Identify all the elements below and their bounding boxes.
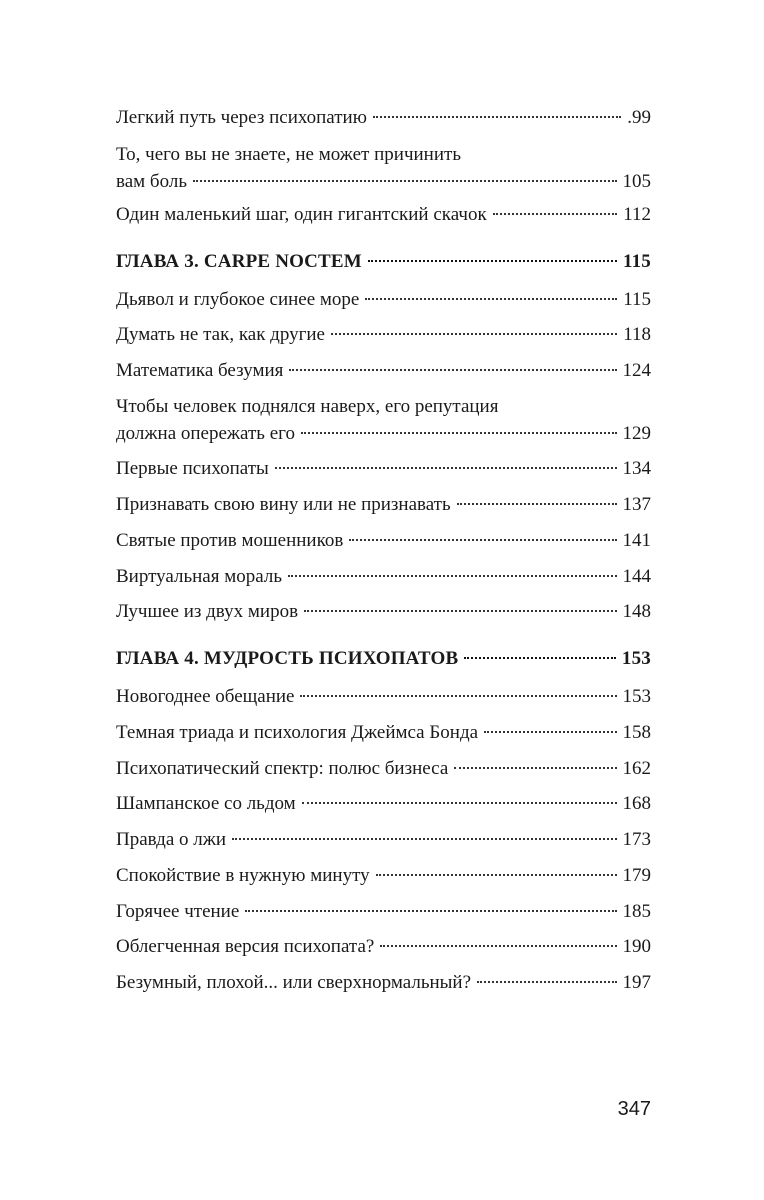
- toc-entry-title: Дьявол и глубокое синее море: [116, 289, 360, 310]
- dot-leader: [232, 838, 616, 840]
- toc-entry[interactable]: [116, 790, 651, 817]
- dot-leader: [493, 213, 618, 215]
- toc-entry-title: Новогоднее обещание: [116, 686, 295, 707]
- toc-entry-page: 153: [622, 686, 651, 707]
- toc-entry-title-line1: То, чего вы не знаете, не может причинить: [116, 144, 461, 165]
- dot-leader: [289, 369, 616, 371]
- toc-entry-title: Думать не так, как другие: [116, 324, 325, 345]
- dot-leader: [288, 575, 617, 577]
- toc-entry-title: Один маленький шаг, один гигантский скачок: [116, 204, 487, 225]
- toc-entry-page: 185: [622, 901, 651, 922]
- toc-entry-page: .99: [627, 107, 651, 128]
- toc-entry-page: 129: [622, 423, 651, 444]
- toc-entry-page: 124: [622, 360, 651, 381]
- dot-leader: [304, 610, 616, 612]
- toc-entry[interactable]: [116, 719, 651, 746]
- dot-leader: [193, 180, 617, 182]
- dot-leader: [365, 298, 617, 300]
- dot-leader: [368, 260, 617, 262]
- chapter-title: ГЛАВА 4. МУДРОСТЬ ПСИХОПАТОВ: [116, 648, 459, 669]
- dot-leader: [457, 503, 617, 505]
- dot-leader: [349, 539, 616, 541]
- toc-entry[interactable]: [116, 862, 651, 889]
- toc-entry-page: 158: [622, 722, 651, 743]
- toc-chapter-entry[interactable]: [116, 645, 651, 672]
- toc-entry-title: вам боль: [116, 171, 187, 192]
- toc-entry[interactable]: [116, 393, 651, 447]
- toc-entry-title: Виртуальная мораль: [116, 566, 282, 587]
- dot-leader: [373, 116, 621, 118]
- toc-entry[interactable]: [116, 201, 651, 228]
- toc-entry-page: 134: [622, 458, 651, 479]
- toc-entry-page: 197: [622, 972, 651, 993]
- toc-entry-title: Горячее чтение: [116, 901, 240, 922]
- toc-entry-title: Легкий путь через психопатию: [116, 107, 367, 128]
- toc-entry[interactable]: [116, 357, 651, 384]
- toc-entry-title: Правда о лжи: [116, 829, 227, 850]
- dot-leader: [484, 731, 616, 733]
- toc-entry-page: 162: [622, 758, 651, 779]
- toc-entry-page: 105: [622, 171, 651, 192]
- toc-entry[interactable]: [116, 826, 651, 853]
- toc-entry-title: Шампанское со льдом: [116, 793, 296, 814]
- toc-entry-title: Психопатический спектр: полюс бизнеса: [116, 758, 449, 779]
- chapter-page: 115: [622, 251, 651, 272]
- dot-leader: [302, 802, 617, 804]
- toc-entry-page: 141: [622, 530, 651, 551]
- toc-entry-page: 168: [622, 793, 651, 814]
- toc-entry[interactable]: [116, 491, 651, 518]
- toc-entry-title: Облегченная версия психопата?: [116, 936, 375, 957]
- toc-entry-title: Первые психопаты: [116, 458, 269, 479]
- dot-leader: [380, 945, 616, 947]
- toc-entry-title: должна опережать его: [116, 423, 295, 444]
- toc-entry-page: 148: [622, 601, 651, 622]
- toc-entry-title: Лучшее из двух миров: [116, 601, 299, 622]
- toc-entry[interactable]: [116, 141, 651, 195]
- toc-entry-page: 190: [622, 936, 651, 957]
- dot-leader: [301, 432, 617, 434]
- toc-entry-page: 115: [623, 289, 651, 310]
- dot-leader: [275, 467, 617, 469]
- toc-entry[interactable]: [116, 898, 651, 925]
- dot-leader: [477, 981, 616, 983]
- dot-leader: [454, 767, 616, 769]
- toc-entry-page: 144: [622, 566, 651, 587]
- toc-entry[interactable]: [116, 321, 651, 348]
- dot-leader: [300, 695, 616, 697]
- dot-leader: [331, 333, 617, 335]
- toc-entry-title-line1: Чтобы человек поднялся наверх, его репутация: [116, 396, 499, 417]
- toc-entry-title: Математика безумия: [116, 360, 284, 381]
- toc-entry[interactable]: [116, 598, 651, 625]
- toc-entry-title: Темная триада и психология Джеймса Бонда: [116, 722, 479, 743]
- toc-entry[interactable]: [116, 104, 651, 131]
- toc-entry[interactable]: [116, 755, 651, 782]
- toc-entry[interactable]: [116, 969, 651, 996]
- toc-entry[interactable]: [116, 527, 651, 554]
- toc-entry-page: 112: [623, 204, 651, 225]
- dot-leader: [245, 910, 616, 912]
- toc-entry[interactable]: [116, 455, 651, 482]
- page-number: 347: [617, 1098, 651, 1120]
- toc-entry-page: 118: [623, 324, 651, 345]
- toc-entry-page: 137: [622, 494, 651, 515]
- toc-entry-title: Безумный, плохой... или сверхнормальный?: [116, 972, 472, 993]
- toc-entry[interactable]: [116, 563, 651, 590]
- dot-leader: [376, 874, 617, 876]
- toc-entry[interactable]: [116, 286, 651, 313]
- toc-entry[interactable]: [116, 683, 651, 710]
- toc-entry-page: 173: [622, 829, 651, 850]
- toc-chapter-entry[interactable]: [116, 248, 651, 275]
- chapter-title: ГЛАВА 3. CARPE NOCTEM: [116, 251, 362, 272]
- chapter-page: 153: [621, 648, 651, 669]
- toc-entry-title: Спокойствие в нужную минуту: [116, 865, 370, 886]
- toc-entry[interactable]: [116, 933, 651, 960]
- toc-entry-title: Святые против мошенников: [116, 530, 344, 551]
- dot-leader: [464, 657, 615, 659]
- toc-entry-title: Признавать свою вину или не признавать: [116, 494, 451, 515]
- toc-entry-page: 179: [622, 865, 651, 886]
